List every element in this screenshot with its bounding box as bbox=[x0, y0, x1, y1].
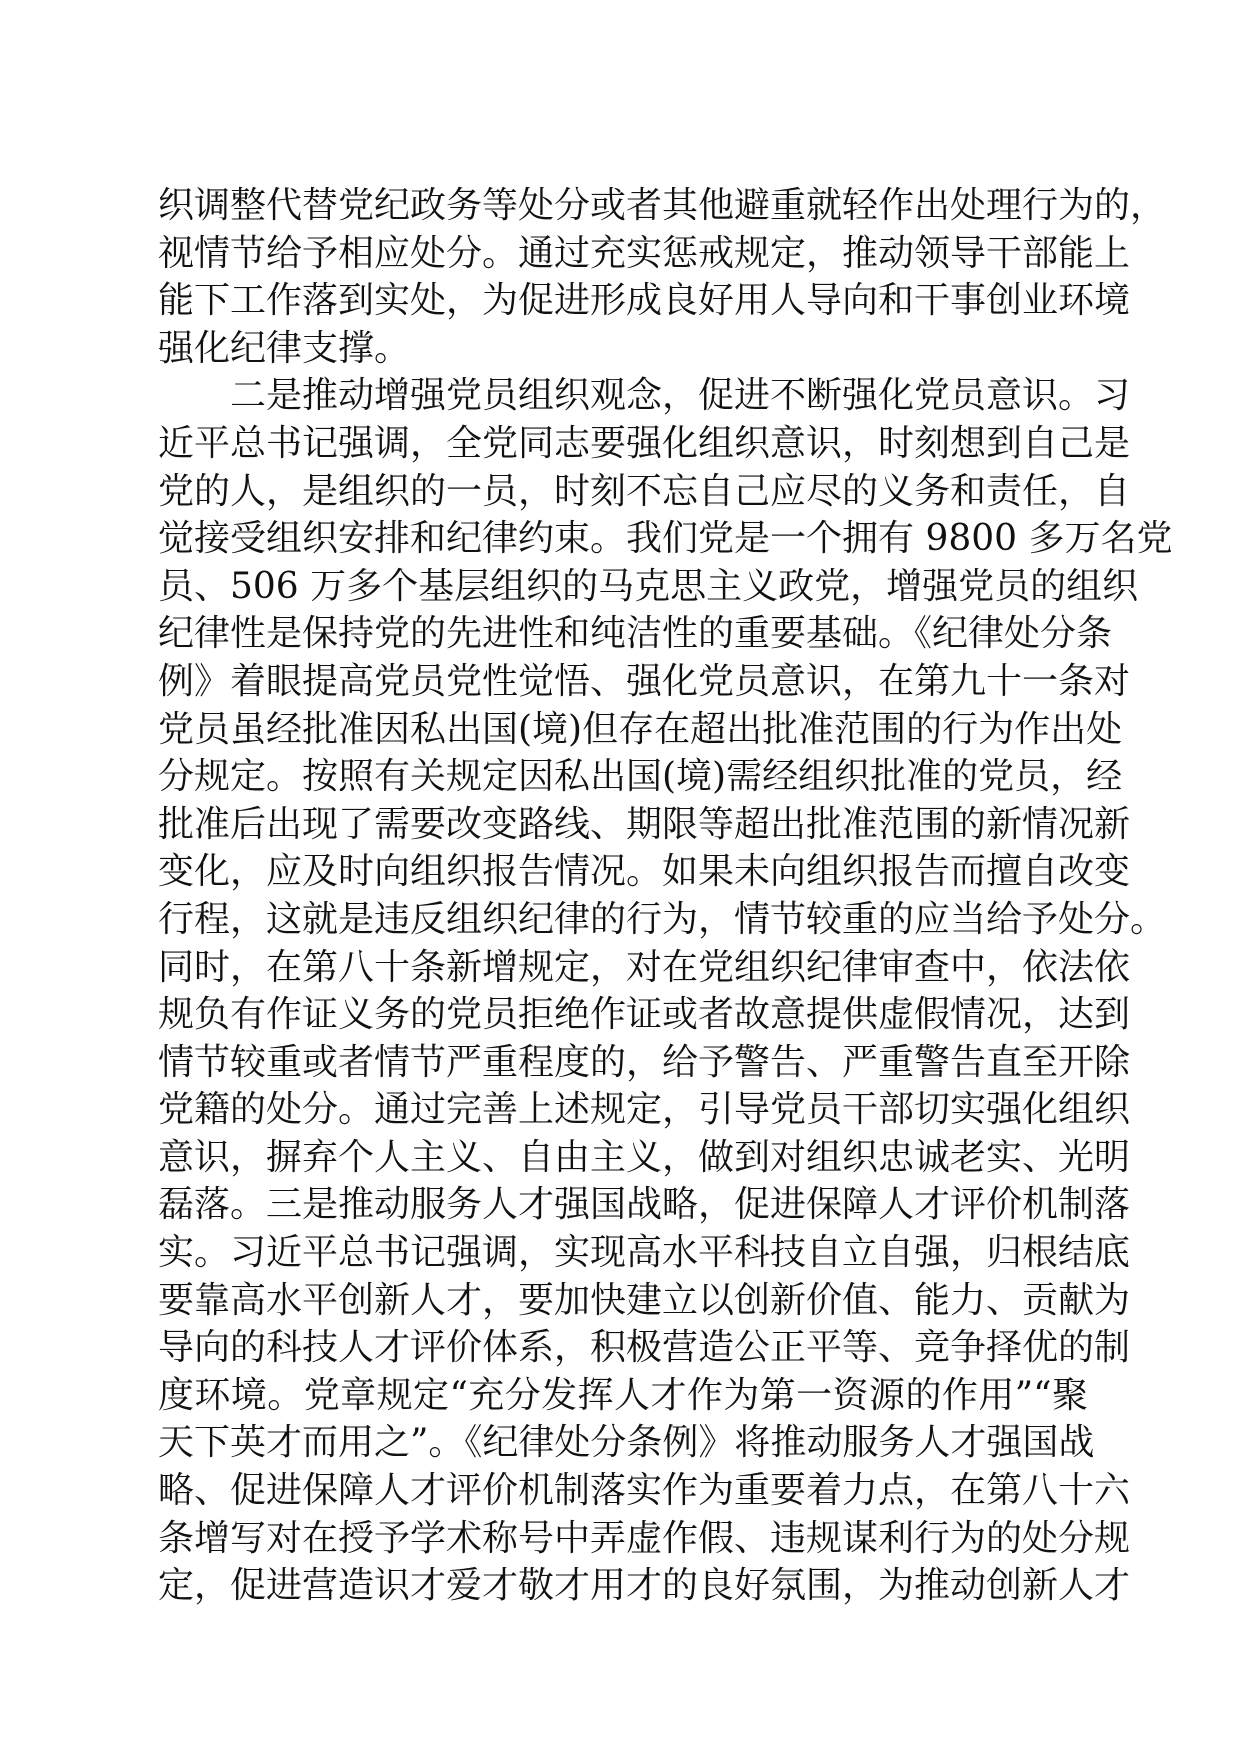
text-line-9: 员、506 万多个基层组织的马克思主义政党，增强党员的组织 bbox=[158, 565, 1139, 607]
text-line-19: 情节较重或者情节严重程度的，给予警告、严重警告直至开除 bbox=[158, 1041, 1131, 1083]
text-line-21: 意识，摒弃个人主义、自由主义，做到对组织忠诚老实、光明 bbox=[158, 1136, 1131, 1178]
text-line-22: 磊落。三是推动服务人才强国战略，促进保障人才评价机制落 bbox=[158, 1184, 1131, 1226]
text-line-25: 导向的科技人才评价体系，积极营造公正平等、竞争择优的制 bbox=[158, 1327, 1131, 1369]
text-line-5: 二是推动增强党员组织观念，促进不断强化党员意识。习 bbox=[230, 375, 1131, 417]
text-line-14: 批准后出现了需要改变路线、期限等超出批准范围的新情况新 bbox=[158, 803, 1131, 845]
text-line-17: 同时，在第八十条新增规定，对在党组织纪律审查中，依法依 bbox=[158, 946, 1131, 988]
text-line-30: 定，促进营造识才爱才敬才用才的良好氛围，为推动创新人才 bbox=[158, 1565, 1131, 1607]
text-line-16: 行程，这就是违反组织纪律的行为，情节较重的应当给予处分。 bbox=[158, 898, 1167, 940]
text-line-3: 能下工作落到实处，为促进形成良好用人导向和干事创业环境 bbox=[158, 280, 1131, 322]
text-line-6: 近平总书记强调，全党同志要强化组织意识，时刻想到自己是 bbox=[158, 422, 1131, 464]
text-line-7: 党的人，是组织的一员，时刻不忘自己应尽的义务和责任，自 bbox=[158, 470, 1131, 512]
text-line-26: 度环境。党章规定“充分发挥人才作为第一资源的作用”“聚 bbox=[158, 1374, 1088, 1416]
text-line-1: 织调整代替党纪政务等处分或者其他避重就轻作出处理行为的， bbox=[158, 185, 1167, 226]
text-line-24: 要靠高水平创新人才，要加快建立以创新价值、能力、贡献为 bbox=[158, 1279, 1131, 1321]
text-line-10: 纪律性是保持党的先进性和纯洁性的重要基础。《纪律处分条 bbox=[158, 613, 1113, 655]
text-line-11: 例》着眼提高党员党性觉悟、强化党员意识，在第九十一条对 bbox=[158, 660, 1131, 702]
text-line-2: 视情节给予相应处分。通过充实惩戒规定，推动领导干部能上 bbox=[158, 232, 1131, 274]
text-line-12: 党员虽经批准因私出国(境)但存在超出批准范围的行为作出处 bbox=[158, 708, 1123, 750]
text-line-18: 规负有作证义务的党员拒绝作证或者故意提供虚假情况，达到 bbox=[158, 994, 1131, 1036]
text-line-8: 觉接受组织安排和纪律约束。我们党是一个拥有 9800 多万名党 bbox=[158, 518, 1173, 560]
text-line-4: 强化纪律支撑。 bbox=[158, 327, 411, 369]
text-line-20: 党籍的处分。通过完善上述规定，引导党员干部切实强化组织 bbox=[158, 1089, 1131, 1131]
text-line-29: 条增写对在授予学术称号中弄虚作假、违规谋利行为的处分规 bbox=[158, 1517, 1131, 1559]
text-line-23: 实。习近平总书记强调，实现高水平科技自立自强，归根结底 bbox=[158, 1232, 1131, 1274]
text-line-28: 略、促进保障人才评价机制落实作为重要着力点，在第八十六 bbox=[158, 1470, 1131, 1512]
body-text bbox=[158, 182, 1173, 1610]
text-line-15: 变化，应及时向组织报告情况。如果未向组织报告而擅自改变 bbox=[158, 851, 1131, 893]
text-line-27: 天下英才而用之”。《纪律处分条例》将推动服务人才强国战 bbox=[158, 1422, 1095, 1464]
text-line-13: 分规定。按照有关规定因私出国(境)需经组织批准的党员，经 bbox=[158, 756, 1123, 798]
